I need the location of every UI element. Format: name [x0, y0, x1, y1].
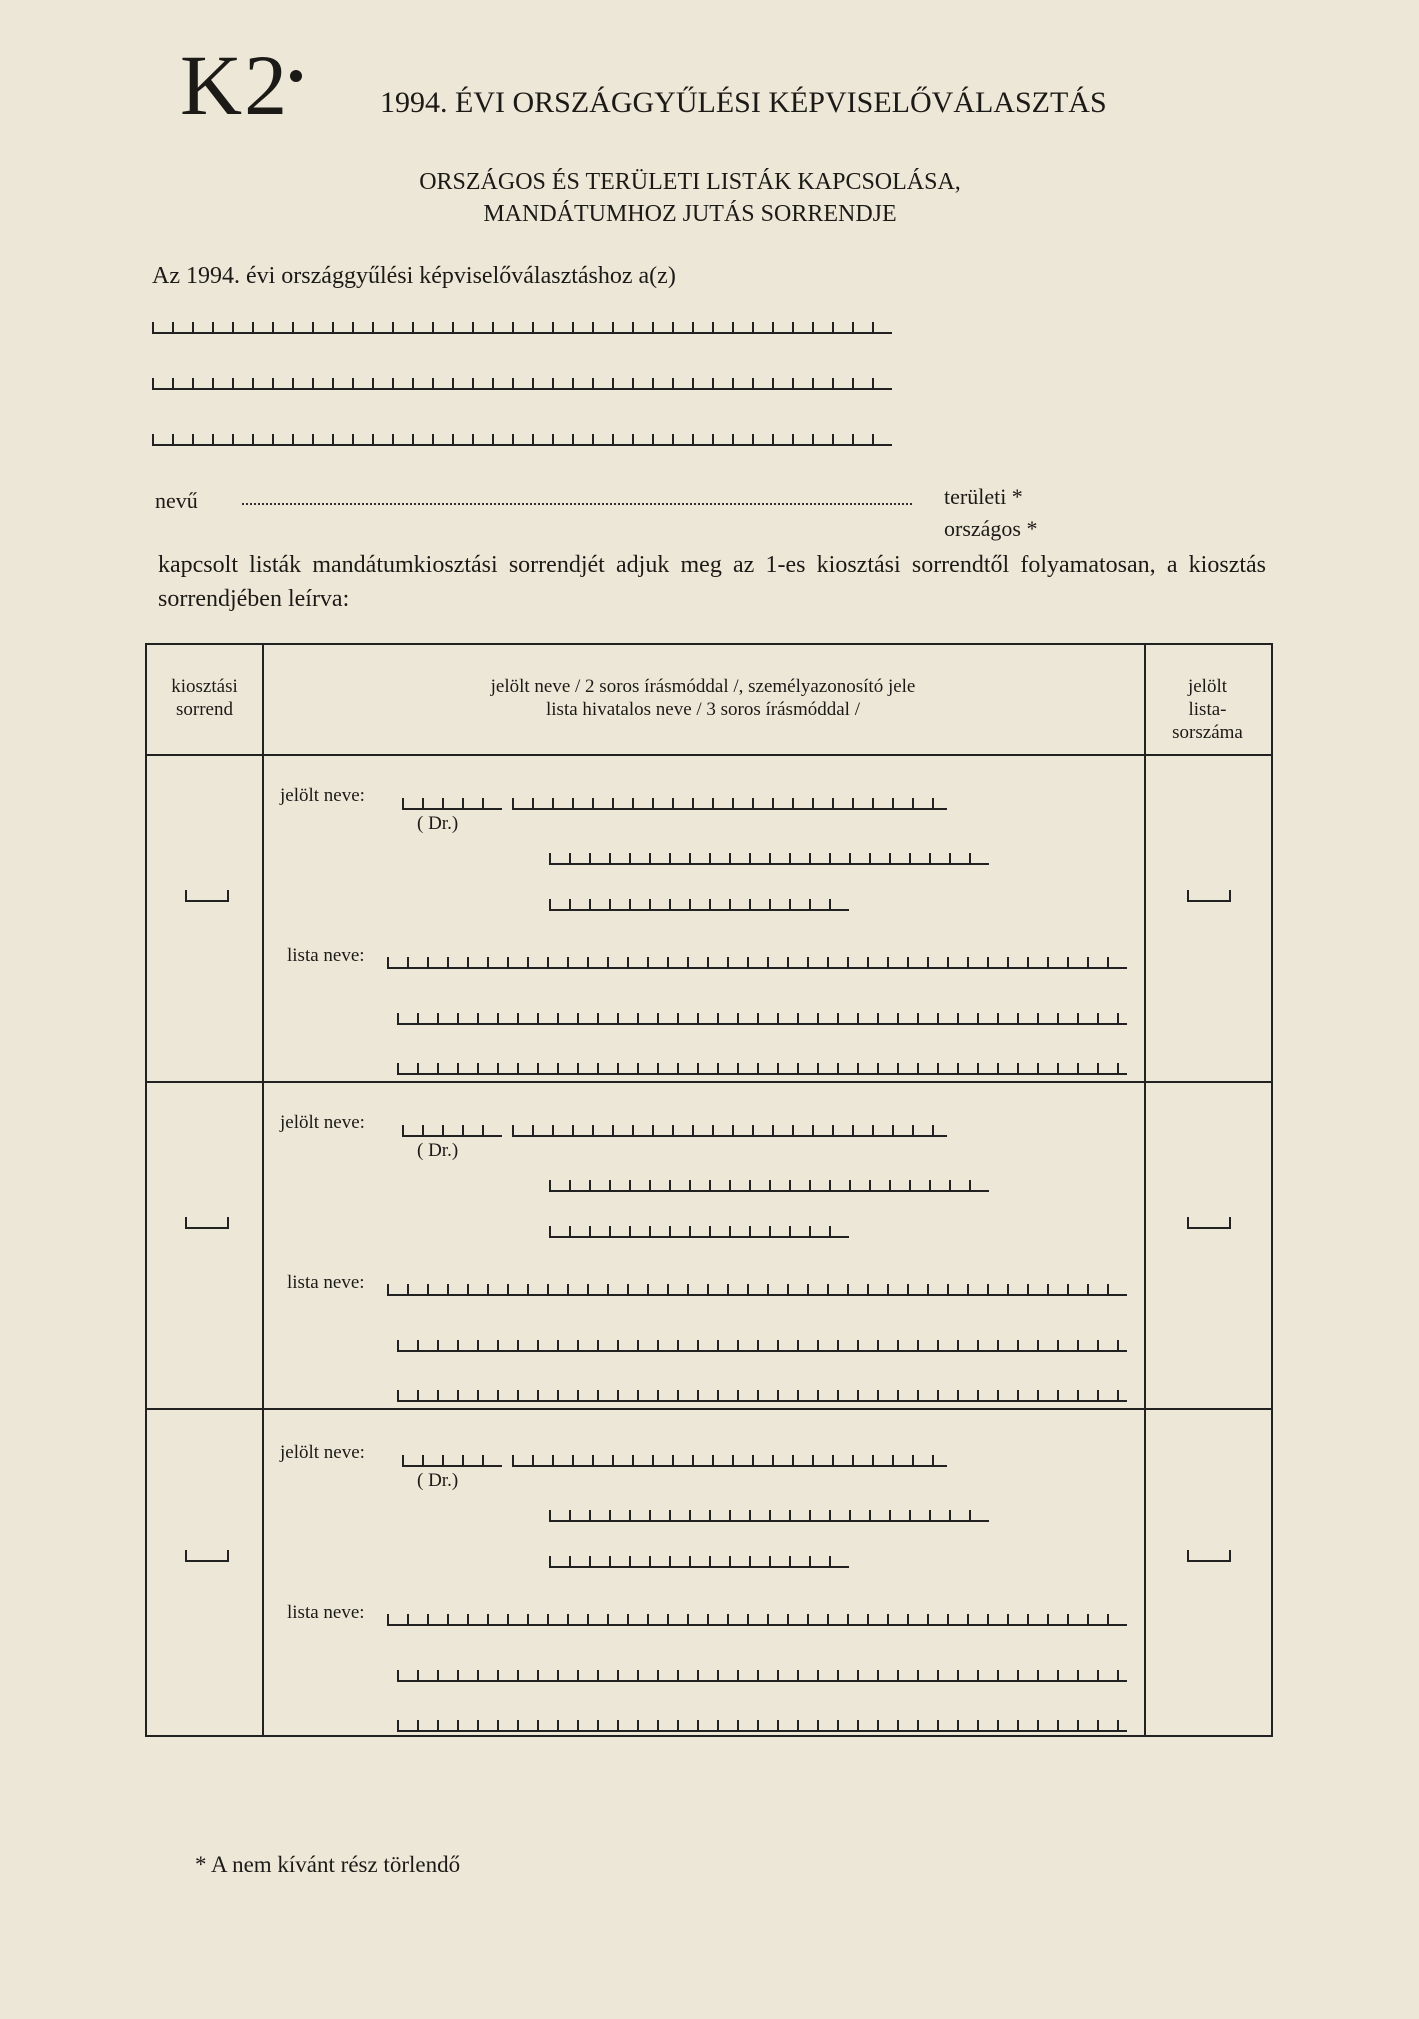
- candidate-name-field-2[interactable]: [549, 853, 989, 865]
- list-number-field[interactable]: [1187, 890, 1231, 902]
- personal-id-field[interactable]: [549, 1226, 849, 1238]
- allocation-table: [145, 643, 1273, 1737]
- intro-text: Az 1994. évi országgyűlési képviselőválasztáshoz a(z): [152, 263, 676, 289]
- dr-prefix: ( Dr.): [417, 813, 459, 834]
- candidate-name-field-1[interactable]: [512, 1125, 947, 1137]
- option-territorial[interactable]: területi *: [944, 484, 1023, 509]
- list-name-field-2[interactable]: [397, 1670, 1127, 1682]
- list-name-field-3[interactable]: [397, 1720, 1127, 1732]
- list-name-field-3[interactable]: [397, 1390, 1127, 1402]
- form-code: K2: [180, 37, 290, 133]
- party-name-field-2[interactable]: [152, 378, 892, 390]
- candidate-name-field-1[interactable]: [512, 1455, 947, 1467]
- list-name-field-1[interactable]: [387, 1284, 1127, 1296]
- header-list-number: jelölt lista- sorszáma: [1172, 676, 1243, 743]
- party-name-field-3[interactable]: [152, 434, 892, 446]
- list-name-label: lista neve:: [287, 1272, 365, 1293]
- dr-prefix: ( Dr.): [417, 1470, 459, 1491]
- name-dotted-line[interactable]: [242, 503, 912, 505]
- candidate-name-field-2[interactable]: [549, 1180, 989, 1192]
- personal-id-field[interactable]: [549, 1556, 849, 1568]
- footnote: * A nem kívánt rész törlendő: [195, 1852, 461, 1877]
- candidate-name-label: jelölt neve:: [280, 785, 365, 806]
- list-number-field[interactable]: [1187, 1550, 1231, 1562]
- list-name-field-3[interactable]: [397, 1063, 1127, 1075]
- page-subtitle: [250, 166, 1130, 230]
- allocation-order-field[interactable]: [185, 1217, 229, 1229]
- allocation-order-field[interactable]: [185, 1550, 229, 1562]
- form-code-dot: [290, 70, 302, 82]
- list-name-label: lista neve:: [287, 945, 365, 966]
- header-candidate-list: jelölt neve / 2 soros írásmóddal /, személyazonosító jele lista hivatalos neve / 3 soros írásmóddal /: [490, 676, 916, 720]
- dr-prefix: ( Dr.): [417, 1140, 459, 1161]
- list-name-field-1[interactable]: [387, 1614, 1127, 1626]
- candidate-name-label: jelölt neve:: [280, 1112, 365, 1133]
- candidate-name-field-2[interactable]: [549, 1510, 989, 1522]
- allocation-order-field[interactable]: [185, 890, 229, 902]
- candidate-title-field[interactable]: [402, 1455, 502, 1467]
- list-number-field[interactable]: [1187, 1217, 1231, 1229]
- option-national[interactable]: országos *: [944, 516, 1038, 541]
- list-name-field-2[interactable]: [397, 1013, 1127, 1025]
- name-label: nevű: [155, 488, 198, 513]
- list-name-field-1[interactable]: [387, 957, 1127, 969]
- candidate-title-field[interactable]: [402, 798, 502, 810]
- list-name-label: lista neve:: [287, 1602, 365, 1623]
- personal-id-field[interactable]: [549, 899, 849, 911]
- candidate-name-field-1[interactable]: [512, 798, 947, 810]
- instruction-text: kapcsolt listák mandátumkiosztási sorrendjét adjuk meg az 1-es kiosztási sorrendtől folyamatosan, a kiosztás sorrendjében leírva:: [158, 552, 1266, 612]
- subtitle-line-1: ORSZÁGOS ÉS TERÜLETI LISTÁK KAPCSOLÁSA,: [419, 169, 961, 195]
- page-title: 1994. ÉVI ORSZÁGGYŰLÉSI KÉPVISELŐVÁLASZTÁS: [380, 86, 1107, 119]
- candidate-name-label: jelölt neve:: [280, 1442, 365, 1463]
- party-name-field-1[interactable]: [152, 322, 892, 334]
- list-name-field-2[interactable]: [397, 1340, 1127, 1352]
- candidate-title-field[interactable]: [402, 1125, 502, 1137]
- header-allocation-order: kiosztási sorrend: [171, 676, 238, 720]
- subtitle-line-2: MANDÁTUMHOZ JUTÁS SORRENDJE: [483, 201, 897, 227]
